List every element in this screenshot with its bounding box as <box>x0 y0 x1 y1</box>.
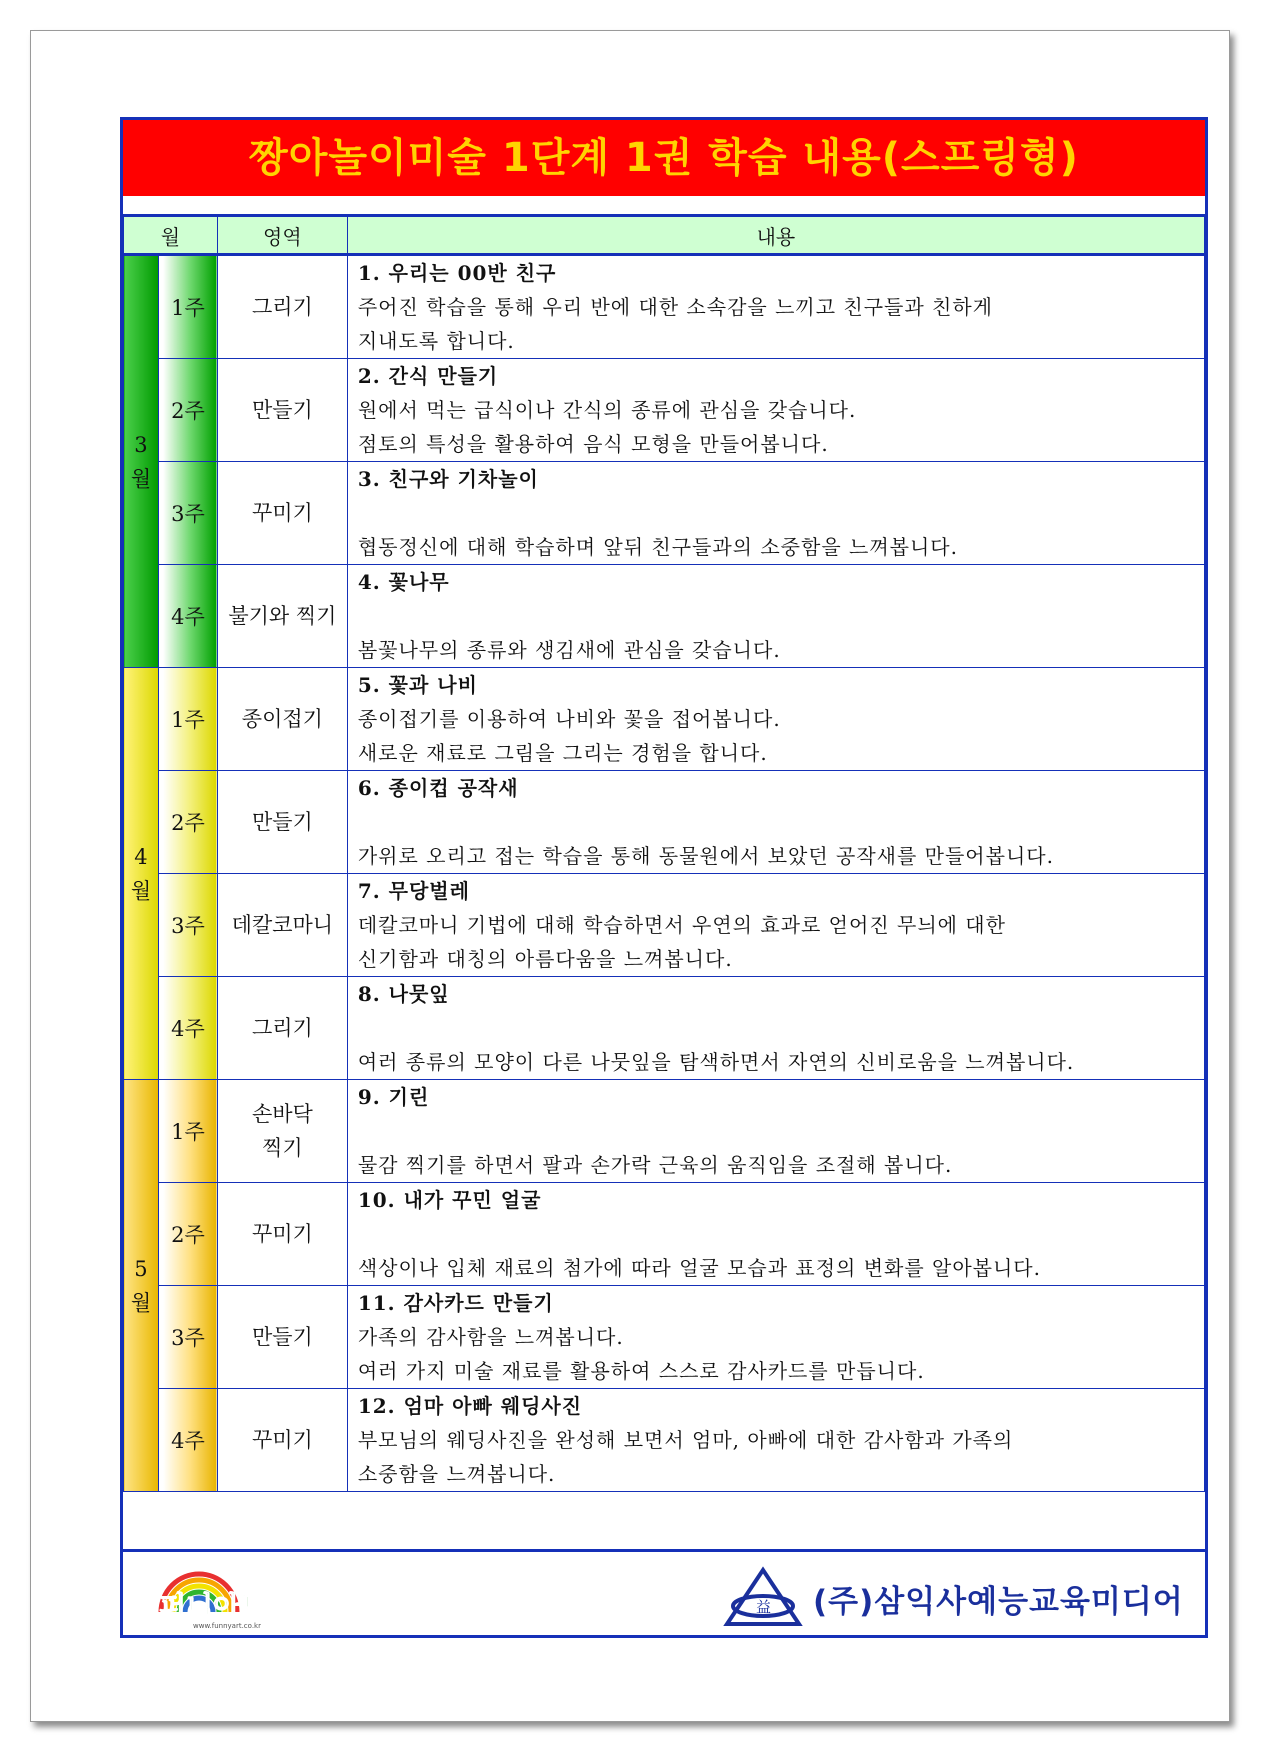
table-row <box>124 977 1205 1080</box>
lesson-description-line: 협동정신에 대해 학습하며 앞뒤 친구들과의 소중함을 느껴봅니다. <box>357 535 958 559</box>
month-cell: 4 월 <box>124 668 159 1080</box>
week-cell: 2주 <box>158 359 217 462</box>
table-row <box>124 1389 1205 1492</box>
week-cell: 4주 <box>158 1389 217 1492</box>
week-cell: 1주 <box>158 668 217 771</box>
table-row <box>124 359 1205 462</box>
table-row <box>124 1183 1205 1286</box>
lesson-description-line: 색상이나 입체 재료의 첨가에 따라 얼굴 모습과 표정의 변화를 알아봅니다. <box>357 1256 1041 1280</box>
page-title: 짱아놀이미술 1단계 1권 학습 내용(스프링형) <box>123 120 1205 196</box>
content-cell <box>347 771 1204 874</box>
week-cell: 4주 <box>158 565 217 668</box>
week-cell: 3주 <box>158 462 217 565</box>
document <box>120 117 1208 1638</box>
lesson-title: 5. 꽃과 나비 <box>357 673 478 697</box>
area-cell: 불기와 찍기 <box>217 565 347 668</box>
lesson-description-line: 가위로 오리고 접는 학습을 통해 동물원에서 보았던 공작새를 만들어봅니다. <box>357 844 1054 868</box>
lesson-title: 6. 종이컵 공작새 <box>357 776 519 800</box>
lesson-description-line <box>358 1011 1204 1045</box>
lesson-description-line: 가족의 감사함을 느껴봅니다. <box>357 1325 624 1349</box>
lesson-title: 1. 우리는 00반 친구 <box>357 261 557 285</box>
lesson-description-line: 주어진 학습을 통해 우리 반에 대한 소속감을 느끼고 친구들과 친하게 <box>357 295 993 319</box>
content-cell <box>347 874 1204 977</box>
table-row <box>124 668 1205 771</box>
company-emblem-text: 益 <box>756 1598 772 1616</box>
content-cell <box>347 255 1204 359</box>
header-content: 내용 <box>347 217 1204 255</box>
lesson-description-line: 점토의 특성을 활용하여 음식 모형을 만들어봅니다. <box>357 432 829 456</box>
content-cell <box>347 1080 1204 1183</box>
lesson-description-line: 새로운 재료로 그림을 그리는 경험을 합니다. <box>357 741 768 765</box>
area-cell: 종이접기 <box>217 668 347 771</box>
lesson-description-line <box>358 1217 1204 1251</box>
content-cell <box>347 1183 1204 1286</box>
lesson-description-line: 원에서 먹는 급식이나 간식의 종류에 관심을 갖습니다. <box>357 398 857 422</box>
footer <box>123 1549 1205 1638</box>
lesson-description-line: 봄꽃나무의 종류와 생김새에 관심을 갖습니다. <box>357 638 781 662</box>
table-row <box>124 1286 1205 1389</box>
week-cell: 4주 <box>158 977 217 1080</box>
table-row <box>124 565 1205 668</box>
week-cell: 3주 <box>158 874 217 977</box>
lesson-title: 10. 내가 꾸민 얼굴 <box>357 1188 542 1212</box>
week-cell: 2주 <box>158 1183 217 1286</box>
lesson-description-line: 여러 가지 미술 재료를 활용하여 스스로 감사카드를 만듭니다. <box>357 1359 925 1383</box>
lesson-title: 4. 꽃나무 <box>357 570 450 594</box>
table-row <box>124 255 1205 359</box>
lesson-description-line <box>358 1114 1204 1148</box>
table-row <box>124 1080 1205 1183</box>
lesson-description-line <box>358 805 1204 839</box>
lesson-title: 12. 엄마 아빠 웨딩사진 <box>357 1394 583 1418</box>
content-cell <box>347 462 1204 565</box>
company-logo <box>723 1566 1183 1628</box>
page-frame <box>30 30 1230 1722</box>
area-cell: 꾸미기 <box>217 462 347 565</box>
lesson-title: 2. 간식 만들기 <box>357 364 499 388</box>
table-body <box>124 255 1205 1492</box>
lesson-description-line: 소중함을 느껴봅니다. <box>357 1462 556 1486</box>
lesson-description-line: 여러 종류의 모양이 다른 나뭇잎을 탐색하면서 자연의 신비로움을 느껴봅니다. <box>357 1050 1075 1074</box>
table-header-row <box>124 217 1205 255</box>
lesson-description-line: 물감 찍기를 하면서 팔과 손가락 근육의 움직임을 조절해 봅니다. <box>357 1153 953 1177</box>
lesson-title: 8. 나뭇잎 <box>357 982 450 1006</box>
area-cell: 꾸미기 <box>217 1183 347 1286</box>
week-cell: 3주 <box>158 1286 217 1389</box>
header-area: 영역 <box>217 217 347 255</box>
company-name: (주)삼익사예능교육미디어 <box>813 1584 1184 1620</box>
content-cell <box>347 1286 1204 1389</box>
area-cell: 만들기 <box>217 359 347 462</box>
week-cell: 1주 <box>158 255 217 359</box>
content-cell <box>347 1389 1204 1492</box>
area-cell: 그리기 <box>217 977 347 1080</box>
week-cell: 2주 <box>158 771 217 874</box>
lesson-title: 3. 친구와 기차놀이 <box>357 467 539 491</box>
area-cell: 만들기 <box>217 771 347 874</box>
lesson-description-line: 부모님의 웨딩사진을 완성해 보면서 엄마, 아빠에 대한 감사함과 가족의 <box>357 1428 1014 1452</box>
area-cell: 손바닥 찍기 <box>217 1080 347 1183</box>
week-cell: 1주 <box>158 1080 217 1183</box>
month-cell: 3 월 <box>124 255 159 668</box>
lesson-description-line: 지내도록 합니다. <box>357 329 515 353</box>
header-month: 월 <box>124 217 218 255</box>
area-cell: 그리기 <box>217 255 347 359</box>
content-cell <box>347 668 1204 771</box>
area-cell: 꾸미기 <box>217 1389 347 1492</box>
content-cell <box>347 359 1204 462</box>
table-row <box>124 874 1205 977</box>
area-cell: 만들기 <box>217 1286 347 1389</box>
title-spacer <box>123 196 1205 216</box>
lesson-description-line: 신기함과 대칭의 아름다움을 느껴봅니다. <box>357 947 733 971</box>
table-row <box>124 771 1205 874</box>
funnyart-logo-text: 퍼니아트 <box>159 1590 268 1623</box>
lesson-description-line: 데칼코마니 기법에 대해 학습하면서 우연의 효과로 얻어진 무늬에 대한 <box>357 913 1006 937</box>
lesson-description-line <box>358 599 1204 633</box>
lesson-title: 7. 무당벌레 <box>357 879 470 903</box>
lesson-description-line: 종이접기를 이용하여 나비와 꽃을 접어봅니다. <box>357 707 781 731</box>
funnyart-logo <box>153 1566 323 1630</box>
content-cell <box>347 565 1204 668</box>
area-cell: 데칼코마니 <box>217 874 347 977</box>
rainbow-logo-icon <box>153 1566 323 1630</box>
company-emblem-icon <box>723 1566 803 1628</box>
content-cell <box>347 977 1204 1080</box>
funnyart-url: www.funnyart.co.kr <box>193 1622 261 1630</box>
month-cell: 5 월 <box>124 1080 159 1492</box>
lesson-title: 9. 기린 <box>357 1085 430 1109</box>
table-row <box>124 462 1205 565</box>
curriculum-table <box>123 216 1205 1492</box>
lesson-description-line <box>358 496 1204 530</box>
lesson-title: 11. 감사카드 만들기 <box>357 1291 554 1315</box>
